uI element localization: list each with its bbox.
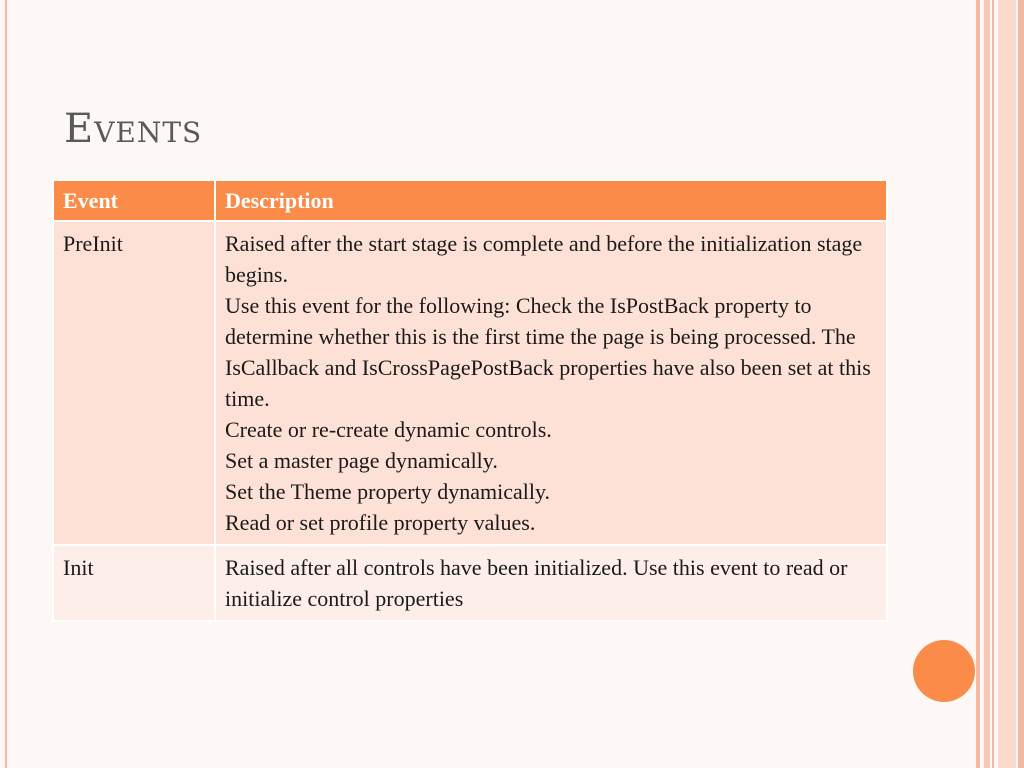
events-table [52, 179, 888, 622]
right-stripe-decoration [1018, 0, 1024, 768]
event-cell: Init [53, 545, 215, 621]
right-stripe-decoration [992, 0, 994, 768]
description-line: Set the Theme property dynamically. [225, 479, 551, 504]
description-line: Raised after the start stage is complete and before the initialization stage begins. [225, 231, 863, 287]
description-line: Create or re-create dynamic controls. [225, 417, 552, 442]
orange-circle-decoration [913, 640, 975, 702]
header-event: Event [53, 180, 215, 221]
table-row [53, 221, 887, 545]
right-stripe-decoration [976, 0, 980, 768]
description-line: Raised after all controls have been initialized. Use this event to read or initialize control properties [225, 555, 848, 611]
event-cell: PreInit [53, 221, 215, 545]
header-description: Description [215, 180, 887, 221]
table-header-row [53, 180, 887, 221]
slide-title: Events [64, 106, 203, 152]
right-stripe-decoration [984, 0, 990, 768]
description-line: Read or set profile property values. [225, 510, 536, 535]
table-row [53, 545, 887, 621]
description-line: Set a master page dynamically. [225, 448, 498, 473]
description-line: Use this event for the following: Check the IsPostBack property to determine whether this is the first time the page is being processed. The IsCallback and IsCrossPagePostBack properties have also been set at this time. [225, 293, 871, 411]
description-cell [215, 545, 887, 621]
left-border-decoration [5, 0, 7, 768]
right-stripe-decoration [998, 0, 1016, 768]
description-cell [215, 221, 887, 545]
